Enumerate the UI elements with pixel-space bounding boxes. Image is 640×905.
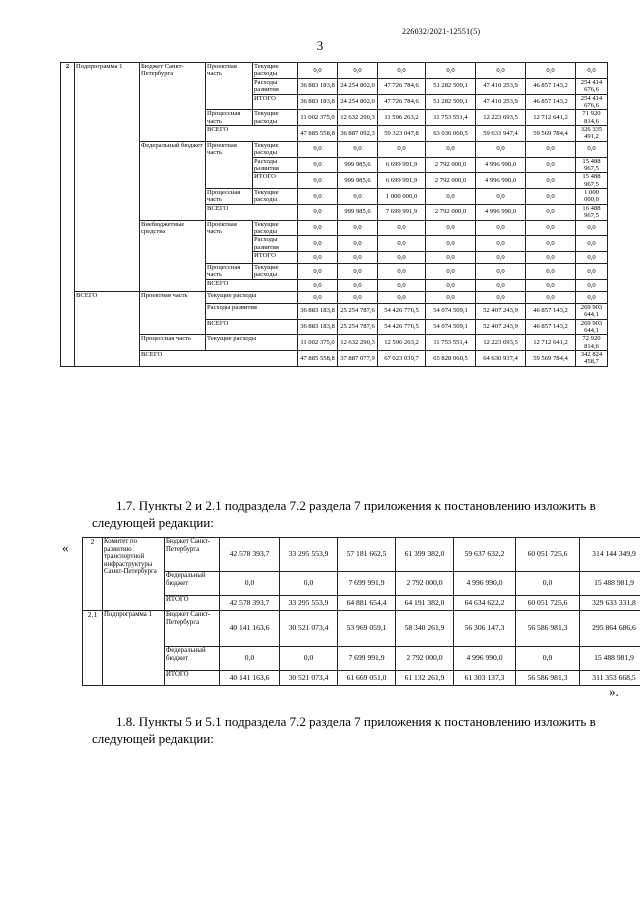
value-cell: 52 407 243,9 xyxy=(476,303,526,319)
value-cell: 0,0 xyxy=(298,252,338,264)
expense-type-cell: ИТОГО xyxy=(253,94,298,110)
table-row xyxy=(83,671,640,686)
value-cell: 61 399 382,0 xyxy=(396,538,454,572)
budget-source-cell: Федеральный бюджет xyxy=(165,647,220,671)
value-cell: 59 569 784,4 xyxy=(526,351,576,367)
value-cell: 0,0 xyxy=(576,63,608,79)
value-cell: 0,0 xyxy=(426,264,476,280)
value-cell: 0,0 xyxy=(476,189,526,205)
value-cell: 47 885 558,8 xyxy=(298,351,338,367)
value-cell: 0,0 xyxy=(298,236,338,252)
committee-name-cell: Комитет по развитию транспортной инфраструктуры Санкт-Петербурга xyxy=(103,538,165,611)
expense-type-cell: Текущие расходы xyxy=(253,264,298,280)
value-cell: 0,0 xyxy=(298,189,338,205)
value-cell: 0,0 xyxy=(298,204,338,220)
value-cell: 999 985,6 xyxy=(338,173,378,189)
value-cell: 0,0 xyxy=(526,157,576,173)
value-cell: 60 051 725,6 xyxy=(516,538,580,572)
table2-body xyxy=(83,538,640,686)
vsego-label-cell: ВСЕГО xyxy=(206,279,298,291)
value-cell: 1 000 000,0 xyxy=(576,189,608,205)
budget-source-cell: Федеральный бюджет xyxy=(140,141,206,220)
value-cell: 56 306 147,3 xyxy=(454,611,516,647)
value-cell: 0,0 xyxy=(526,252,576,264)
table1-body xyxy=(61,63,640,367)
value-cell: 0,0 xyxy=(576,141,608,157)
value-cell: 0,0 xyxy=(280,647,338,671)
value-cell: 0,0 xyxy=(220,572,280,596)
value-cell: 6 699 991,9 xyxy=(378,173,426,189)
value-cell: 12 223 693,5 xyxy=(476,335,526,351)
expense-type-cell: Расходы развития xyxy=(253,78,298,94)
expense-type-cell: ИТОГО xyxy=(253,173,298,189)
value-cell: 7 699 991,9 xyxy=(338,572,396,596)
part-cell: Проектная часть xyxy=(140,291,206,335)
value-cell: 0,0 xyxy=(576,252,608,264)
value-cell: 47 726 784,6 xyxy=(378,94,426,110)
value-cell: 0,0 xyxy=(476,252,526,264)
value-cell: 0,0 xyxy=(378,264,426,280)
value-cell: 64 881 654,4 xyxy=(338,596,396,611)
table-row xyxy=(83,647,640,671)
value-cell: 30 521 073,4 xyxy=(280,671,338,686)
value-cell: 999 985,6 xyxy=(338,157,378,173)
part-cell: Процессная часть xyxy=(206,189,253,205)
value-cell: 47 410 253,9 xyxy=(476,78,526,94)
value-cell: 47 885 558,8 xyxy=(298,126,338,142)
value-cell: 0,0 xyxy=(280,572,338,596)
value-cell: 59 637 632,2 xyxy=(454,538,516,572)
program-cell: Подпрограмма 1 xyxy=(103,611,165,686)
value-cell: 0,0 xyxy=(426,189,476,205)
value-cell: 11 596 263,2 xyxy=(378,110,426,126)
value-cell: 59 569 784,4 xyxy=(526,126,576,142)
document-number: 226032/2021-12551(5) xyxy=(402,27,481,36)
value-cell: 0,0 xyxy=(576,279,608,291)
paragraph-text: 1.8. Пункты 5 и 5.1 подраздела 7.2 раздела 7 приложения к постановлению изложить в следующей редакции: xyxy=(92,714,596,746)
value-cell: 0,0 xyxy=(298,291,338,303)
row-number-cell: 2 xyxy=(83,538,103,611)
part-cell: Проектная часть xyxy=(206,141,253,188)
value-cell: 12 632 290,3 xyxy=(338,335,378,351)
value-cell: 25 254 787,6 xyxy=(338,319,378,335)
paragraph-1-7 xyxy=(92,497,612,531)
value-cell: 0,0 xyxy=(526,204,576,220)
value-cell: 64 634 622,2 xyxy=(454,596,516,611)
value-cell: 40 141 163,6 xyxy=(220,611,280,647)
value-cell: 12 632 290,3 xyxy=(338,110,378,126)
value-cell: 42 578 393,7 xyxy=(220,596,280,611)
table-row xyxy=(61,291,640,303)
value-cell: 63 036 060,5 xyxy=(426,126,476,142)
budget-source-cell: Бюджет Санкт-Петербурга xyxy=(140,63,206,142)
value-cell: 11 002 375,0 xyxy=(298,110,338,126)
value-cell: 61 303 137,3 xyxy=(454,671,516,686)
vsego-label-cell: ВСЕГО xyxy=(140,351,298,367)
value-cell: 46 857 143,2 xyxy=(526,78,576,94)
value-cell: 46 857 143,2 xyxy=(526,94,576,110)
value-cell: 60 051 725,6 xyxy=(516,596,580,611)
value-cell: 11 753 551,4 xyxy=(426,110,476,126)
expense-type-cell: Текущие расходы xyxy=(253,110,298,126)
value-cell: 0,0 xyxy=(378,252,426,264)
expense-type-cell: ВСЕГО xyxy=(206,319,298,335)
value-cell: 254 414 676,6 xyxy=(576,94,608,110)
value-cell: 4 996 990,0 xyxy=(454,647,516,671)
value-cell: 4 996 990,0 xyxy=(476,204,526,220)
value-cell: 0,0 xyxy=(476,236,526,252)
value-cell: 0,0 xyxy=(378,291,426,303)
value-cell: 0,0 xyxy=(338,220,378,236)
value-cell: 57 181 662,5 xyxy=(338,538,396,572)
expense-type-cell: Текущие расходы xyxy=(253,220,298,236)
value-cell: 61 132 261,9 xyxy=(396,671,454,686)
table-row xyxy=(61,63,640,79)
value-cell: 0,0 xyxy=(338,63,378,79)
value-cell: 46 857 143,2 xyxy=(526,303,576,319)
value-cell: 314 144 349,9 xyxy=(580,538,640,572)
value-cell: 0,0 xyxy=(476,141,526,157)
value-cell: 42 578 393,7 xyxy=(220,538,280,572)
value-cell: 0,0 xyxy=(338,141,378,157)
value-cell: 0,0 xyxy=(426,141,476,157)
value-cell: 36 883 183,8 xyxy=(298,303,338,319)
open-quote: « xyxy=(62,540,69,555)
value-cell: 54 426 776,5 xyxy=(378,303,426,319)
value-cell: 0,0 xyxy=(378,141,426,157)
value-cell: 37 887 077,9 xyxy=(338,351,378,367)
value-cell: 2 792 000,0 xyxy=(396,647,454,671)
value-cell: 61 669 051,0 xyxy=(338,671,396,686)
value-cell: 65 828 060,5 xyxy=(426,351,476,367)
value-cell: 36 883 183,8 xyxy=(298,94,338,110)
value-cell: 58 340 261,9 xyxy=(396,611,454,647)
value-cell: 0,0 xyxy=(298,279,338,291)
value-cell: 0,0 xyxy=(298,157,338,173)
paragraph-1-8 xyxy=(92,713,612,747)
part-cell: Процессная часть xyxy=(140,335,206,351)
value-cell: 56 586 981,3 xyxy=(516,611,580,647)
value-cell: 12 712 641,2 xyxy=(526,110,576,126)
value-cell: 72 920 814,6 xyxy=(576,335,608,351)
itogo-label-cell: ИТОГО xyxy=(165,671,220,686)
budget-source-cell: Федеральный бюджет xyxy=(165,572,220,596)
value-cell: 254 414 676,6 xyxy=(576,78,608,94)
value-cell: 7 699 991,9 xyxy=(378,204,426,220)
expense-type-cell: Текущие расходы xyxy=(253,63,298,79)
value-cell: 329 633 331,8 xyxy=(580,596,640,611)
value-cell: 0,0 xyxy=(526,173,576,189)
financing-table-committee xyxy=(82,537,640,686)
value-cell: 0,0 xyxy=(576,220,608,236)
value-cell: 33 295 553,9 xyxy=(280,538,338,572)
table-row xyxy=(83,611,640,647)
value-cell: 0,0 xyxy=(526,291,576,303)
value-cell: 0,0 xyxy=(476,220,526,236)
value-cell: 36 883 183,8 xyxy=(298,319,338,335)
value-cell: 51 282 509,1 xyxy=(426,94,476,110)
value-cell: 0,0 xyxy=(576,291,608,303)
expense-type-cell: Текущие расходы xyxy=(206,291,298,303)
budget-source-cell: Бюджет Санкт-Петербурга xyxy=(165,611,220,647)
value-cell: 0,0 xyxy=(298,173,338,189)
value-cell: 269 903 644,1 xyxy=(576,303,608,319)
value-cell: 0,0 xyxy=(526,189,576,205)
value-cell: 0,0 xyxy=(576,264,608,280)
value-cell: 0,0 xyxy=(378,220,426,236)
table-row xyxy=(61,141,640,157)
vsego-label-cell: ВСЕГО xyxy=(206,126,298,142)
value-cell: 2 792 000,0 xyxy=(426,173,476,189)
expense-type-cell: Текущие расходы xyxy=(253,141,298,157)
table-row xyxy=(83,572,640,596)
value-cell: 12 596 263,2 xyxy=(378,335,426,351)
expense-type-cell: Текущие расходы xyxy=(206,335,298,351)
program-cell: Подпрограмма 1 xyxy=(75,63,140,292)
value-cell: 0,0 xyxy=(426,236,476,252)
row-number-cell: 2 xyxy=(61,63,75,367)
page-number: 3 xyxy=(316,38,324,53)
part-cell: Процессная часть xyxy=(206,110,253,126)
vsego-label-cell: ВСЕГО xyxy=(206,204,298,220)
value-cell: 0,0 xyxy=(476,291,526,303)
value-cell: 0,0 xyxy=(298,63,338,79)
value-cell: 4 996 990,0 xyxy=(476,173,526,189)
value-cell: 0,0 xyxy=(526,236,576,252)
part-cell: Проектная часть xyxy=(206,220,253,264)
value-cell: 0,0 xyxy=(576,236,608,252)
value-cell: 11 002 375,0 xyxy=(298,335,338,351)
value-cell: 53 969 059,1 xyxy=(338,611,396,647)
value-cell: 56 586 981,3 xyxy=(516,671,580,686)
value-cell: 0,0 xyxy=(220,647,280,671)
value-cell: 6 699 991,9 xyxy=(378,157,426,173)
value-cell: 11 753 551,4 xyxy=(426,335,476,351)
value-cell: 0,0 xyxy=(516,572,580,596)
value-cell: 7 699 991,9 xyxy=(338,647,396,671)
value-cell: 0,0 xyxy=(426,63,476,79)
expense-type-cell: Расходы развития xyxy=(253,236,298,252)
value-cell: 0,0 xyxy=(516,647,580,671)
value-cell: 54 074 509,1 xyxy=(426,319,476,335)
value-cell: 64 630 937,4 xyxy=(476,351,526,367)
value-cell: 0,0 xyxy=(298,220,338,236)
value-cell: 0,0 xyxy=(378,279,426,291)
value-cell: 0,0 xyxy=(298,264,338,280)
expense-type-cell: ИТОГО xyxy=(253,252,298,264)
budget-source-cell: Бюджет Санкт-Петербурга xyxy=(165,538,220,572)
value-cell: 0,0 xyxy=(426,220,476,236)
table-row xyxy=(61,220,640,236)
value-cell: 0,0 xyxy=(426,279,476,291)
value-cell: 0,0 xyxy=(338,291,378,303)
value-cell: 46 857 143,2 xyxy=(526,319,576,335)
value-cell: 0,0 xyxy=(378,236,426,252)
itogo-label-cell: ИТОГО xyxy=(165,596,220,611)
value-cell: 0,0 xyxy=(426,252,476,264)
expense-type-cell: Текущие расходы xyxy=(253,189,298,205)
financing-table-subprogram xyxy=(60,62,640,367)
value-cell: 342 824 458,7 xyxy=(576,351,608,367)
value-cell: 0,0 xyxy=(526,141,576,157)
value-cell: 16 488 967,5 xyxy=(576,204,608,220)
value-cell: 0,0 xyxy=(338,252,378,264)
value-cell: 30 521 073,4 xyxy=(280,611,338,647)
value-cell: 64 191 382,0 xyxy=(396,596,454,611)
close-quote: ». xyxy=(609,684,619,699)
value-cell: 71 920 814,6 xyxy=(576,110,608,126)
total-label-cell: ВСЕГО xyxy=(75,291,140,366)
value-cell: 4 996 990,0 xyxy=(454,572,516,596)
value-cell: 15 488 981,9 xyxy=(580,647,640,671)
budget-source-cell: Внебюджетные средства xyxy=(140,220,206,291)
value-cell: 4 996 990,0 xyxy=(476,157,526,173)
value-cell: 1 000 000,0 xyxy=(378,189,426,205)
value-cell: 52 407 243,9 xyxy=(476,319,526,335)
value-cell: 0,0 xyxy=(426,291,476,303)
value-cell: 36 887 092,3 xyxy=(338,126,378,142)
value-cell: 15 488 981,9 xyxy=(580,572,640,596)
value-cell: 2 792 000,0 xyxy=(426,157,476,173)
value-cell: 0,0 xyxy=(526,279,576,291)
value-cell: 0,0 xyxy=(526,220,576,236)
value-cell: 51 282 509,1 xyxy=(426,78,476,94)
part-cell: Процессная часть xyxy=(206,264,253,280)
row-number-cell: 2.1 xyxy=(83,611,103,686)
value-cell: 25 254 787,6 xyxy=(338,303,378,319)
value-cell: 0,0 xyxy=(476,279,526,291)
value-cell: 2 792 000,0 xyxy=(426,204,476,220)
value-cell: 59 323 047,8 xyxy=(378,126,426,142)
expense-type-cell: Расходы развития xyxy=(206,303,298,319)
table-row xyxy=(83,596,640,611)
value-cell: 0,0 xyxy=(476,63,526,79)
value-cell: 0,0 xyxy=(298,141,338,157)
value-cell: 295 864 686,6 xyxy=(580,611,640,647)
value-cell: 0,0 xyxy=(526,264,576,280)
value-cell: 59 633 947,4 xyxy=(476,126,526,142)
value-cell: 54 074 509,1 xyxy=(426,303,476,319)
value-cell: 0,0 xyxy=(338,189,378,205)
value-cell: 0,0 xyxy=(476,264,526,280)
value-cell: 311 353 668,5 xyxy=(580,671,640,686)
value-cell: 24 254 802,0 xyxy=(338,94,378,110)
table-row xyxy=(61,351,640,367)
value-cell: 0,0 xyxy=(338,236,378,252)
table-row xyxy=(83,538,640,572)
value-cell: 33 295 553,9 xyxy=(280,596,338,611)
value-cell: 0,0 xyxy=(378,63,426,79)
value-cell: 40 141 163,6 xyxy=(220,671,280,686)
value-cell: 0,0 xyxy=(338,264,378,280)
value-cell: 12 712 641,2 xyxy=(526,335,576,351)
value-cell: 2 792 000,0 xyxy=(396,572,454,596)
value-cell: 24 254 802,0 xyxy=(338,78,378,94)
part-cell: Проектная часть xyxy=(206,63,253,110)
value-cell: 47 726 784,6 xyxy=(378,78,426,94)
value-cell: 999 985,6 xyxy=(338,204,378,220)
value-cell: 54 426 776,5 xyxy=(378,319,426,335)
value-cell: 67 023 039,7 xyxy=(378,351,426,367)
value-cell: 269 903 644,1 xyxy=(576,319,608,335)
value-cell: 326 335 491,2 xyxy=(576,126,608,142)
value-cell: 15 488 967,5 xyxy=(576,157,608,173)
value-cell: 12 223 693,5 xyxy=(476,110,526,126)
expense-type-cell: Расходы развития xyxy=(253,157,298,173)
paragraph-text: 1.7. Пункты 2 и 2.1 подраздела 7.2 раздела 7 приложения к постановлению изложить в следующей редакции: xyxy=(92,498,596,530)
value-cell: 36 883 183,8 xyxy=(298,78,338,94)
value-cell: 47 410 253,9 xyxy=(476,94,526,110)
table-row xyxy=(61,335,640,351)
value-cell: 0,0 xyxy=(526,63,576,79)
value-cell: 15 488 967,5 xyxy=(576,173,608,189)
value-cell: 0,0 xyxy=(338,279,378,291)
